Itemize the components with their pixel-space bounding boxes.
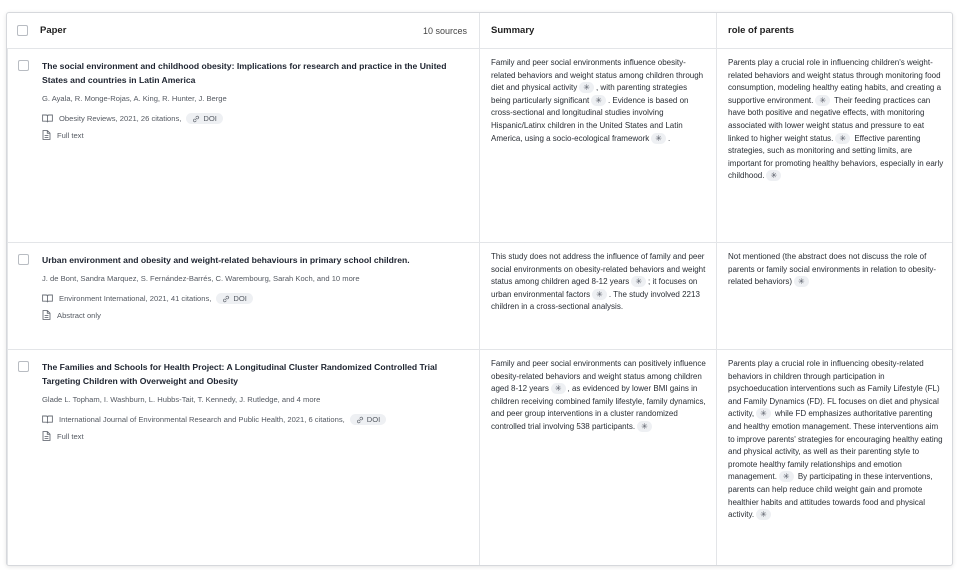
row-checkbox[interactable] xyxy=(18,361,29,372)
results-table xyxy=(6,12,953,566)
book-icon xyxy=(42,415,53,424)
role-text: Parents play a crucial role in influencing obesity-related behaviors in children through participation in psychoeducation interventions such as Family Lifestyle (FL) and Family Dynamics (FD). FL focuses on diet and physical activity, xyxy=(728,359,940,419)
summary-text: Family and peer social environments influence obesity-related behaviors and weight status among children through diet and physical activity xyxy=(491,58,704,93)
book-icon xyxy=(42,114,53,123)
summary-text: . Evidence is based on cross-sectional and longitudinal studies involving Hispanic/Latinx children in the United States and Latin America, using a socio-ecological framework xyxy=(491,95,689,143)
link-icon xyxy=(222,295,230,303)
doi-label: DOI xyxy=(203,114,217,123)
summary-text: . xyxy=(668,133,671,143)
select-all-checkbox[interactable] xyxy=(17,25,28,36)
summary-column-header[interactable] xyxy=(479,13,716,49)
citation-marker-icon[interactable]: ✳ xyxy=(591,95,606,106)
citation-marker-icon[interactable]: ✳ xyxy=(756,408,771,419)
role-text: Not mentioned (the abstract does not discuss the role of parents or family social environments in relation to obesity-related behaviors) xyxy=(728,252,937,287)
paper-title[interactable]: Urban environment and obesity and weight-related behaviours in primary school children. xyxy=(42,255,410,265)
access-status xyxy=(42,130,467,140)
citation-marker-icon[interactable]: ✳ xyxy=(631,276,646,287)
file-text-icon xyxy=(42,130,51,140)
paper-authors: G. Ayala, R. Monge-Rojas, A. King, R. Hunter, J. Berge xyxy=(42,94,227,103)
row-checkbox[interactable] xyxy=(18,254,29,265)
doi-label: DOI xyxy=(366,415,381,424)
summary-header-label: Summary xyxy=(491,25,535,36)
paper-venue: International Journal of Environmental Research and Public Health, 2021, 6 citations, xyxy=(59,415,345,424)
access-label: Abstract only xyxy=(57,310,101,320)
access-label: Full text xyxy=(57,130,84,140)
table-row xyxy=(7,49,479,243)
row-checkbox[interactable] xyxy=(18,60,29,71)
citation-marker-icon[interactable]: ✳ xyxy=(756,509,771,520)
summary-text: , with parenting strategies being particularly significant xyxy=(491,83,688,105)
citation-marker-icon[interactable]: ✳ xyxy=(551,383,566,394)
source-count: 10 sources xyxy=(422,25,467,36)
role-text: Their feeding practices can have both positive and negative effects, with monitoring associated with lower weight status and pressure to eat linked to higher weight status. xyxy=(728,95,931,143)
link-icon xyxy=(192,115,200,123)
file-text-icon xyxy=(42,431,51,441)
role-text: By participating in these interventions, parents can help reduce child weight gain and promote healthier habits and attitudes towards food and physical activity. xyxy=(728,472,933,520)
summary-cell xyxy=(479,350,716,565)
role-column-header[interactable] xyxy=(716,13,952,49)
link-icon xyxy=(356,416,364,424)
paper-column-header xyxy=(7,13,479,49)
citation-marker-icon[interactable]: ✳ xyxy=(835,133,850,144)
paper-venue: Environment International, 2021, 41 citations, xyxy=(59,294,212,303)
paper-venue: Obesity Reviews, 2021, 26 citations, xyxy=(59,114,182,123)
summary-cell xyxy=(479,49,716,243)
summary-cell xyxy=(479,243,716,350)
book-icon xyxy=(42,294,53,303)
summary-text: This study does not address the influence of family and peer social environments on obesity-related behaviors and weight status among children aged 8-12 years xyxy=(491,252,706,287)
paper-authors: J. de Bont, Sandra Marquez, S. Fernández-Barrés, C. Warembourg, Sarah Koch, and 10 more xyxy=(42,274,360,283)
doi-link[interactable] xyxy=(186,113,223,124)
paper-title[interactable]: The social environment and childhood obesity: Implications for research and practice in the United States and countries in Latin America xyxy=(42,61,447,85)
paper-meta xyxy=(42,414,467,425)
citation-marker-icon[interactable]: ✳ xyxy=(592,289,607,300)
paper-header-label: Paper xyxy=(40,25,67,36)
role-header-label: role of parents xyxy=(728,25,794,36)
table-row xyxy=(7,243,479,350)
role-cell xyxy=(716,350,952,565)
doi-link[interactable] xyxy=(216,293,253,304)
role-cell xyxy=(716,243,952,350)
paper-authors: Glade L. Topham, I. Washburn, L. Hubbs-Tait, T. Kennedy, J. Rutledge, and 4 more xyxy=(42,395,321,404)
summary-text: Family and peer social environments can positively influence obesity-related behaviors and weight status among children aged 8-12 years xyxy=(491,359,706,394)
file-text-icon xyxy=(42,310,51,320)
role-cell xyxy=(716,49,952,243)
table-row xyxy=(7,350,479,565)
citation-marker-icon[interactable]: ✳ xyxy=(637,421,652,432)
summary-text: ; it focuses on urban environmental factors xyxy=(491,277,698,299)
doi-label: DOI xyxy=(233,294,247,303)
access-status xyxy=(42,431,467,441)
access-status xyxy=(42,310,467,320)
citation-marker-icon[interactable]: ✳ xyxy=(815,95,830,106)
summary-text: , as evidenced by lower BMI gains in children receiving combined family lifestyle, family dynamics, and peer group interventions in a cluster randomized controlled trial involving 538 participants. xyxy=(491,384,706,431)
doi-link[interactable] xyxy=(350,414,387,425)
role-text: Parents play a crucial role in influencing children's weight-related behaviors and weight status through monitoring food consumption, modeling healthy eating habits, and creating a supportive environment. xyxy=(728,58,942,105)
summary-text: . The study involved 2213 children in a cross-sectional analysis. xyxy=(491,289,700,312)
paper-title[interactable]: The Families and Schools for Health Project: A Longitudinal Cluster Randomized Controlled Trial Targeting Children with Overweight and Obesity xyxy=(42,362,438,386)
role-text: Effective parenting strategies, such as monitoring and setting limits, are important for promoting healthy behaviors, especially in early childhood. xyxy=(728,133,944,181)
access-label: Full text xyxy=(57,431,84,441)
citation-marker-icon[interactable]: ✳ xyxy=(794,276,809,287)
citation-marker-icon[interactable]: ✳ xyxy=(579,82,594,93)
citation-marker-icon[interactable]: ✳ xyxy=(766,170,781,181)
citation-marker-icon[interactable]: ✳ xyxy=(651,133,666,144)
paper-meta xyxy=(42,113,467,124)
paper-meta xyxy=(42,293,467,304)
citation-marker-icon[interactable]: ✳ xyxy=(779,471,794,482)
role-text: while FD emphasizes authoritative parenting and healthy emotion management. These interventions aim to improve parents' strategies for encouraging healthy eating and physical activity, as well as their parenting style to promote healthy family relationships and emotion management. xyxy=(728,409,943,482)
